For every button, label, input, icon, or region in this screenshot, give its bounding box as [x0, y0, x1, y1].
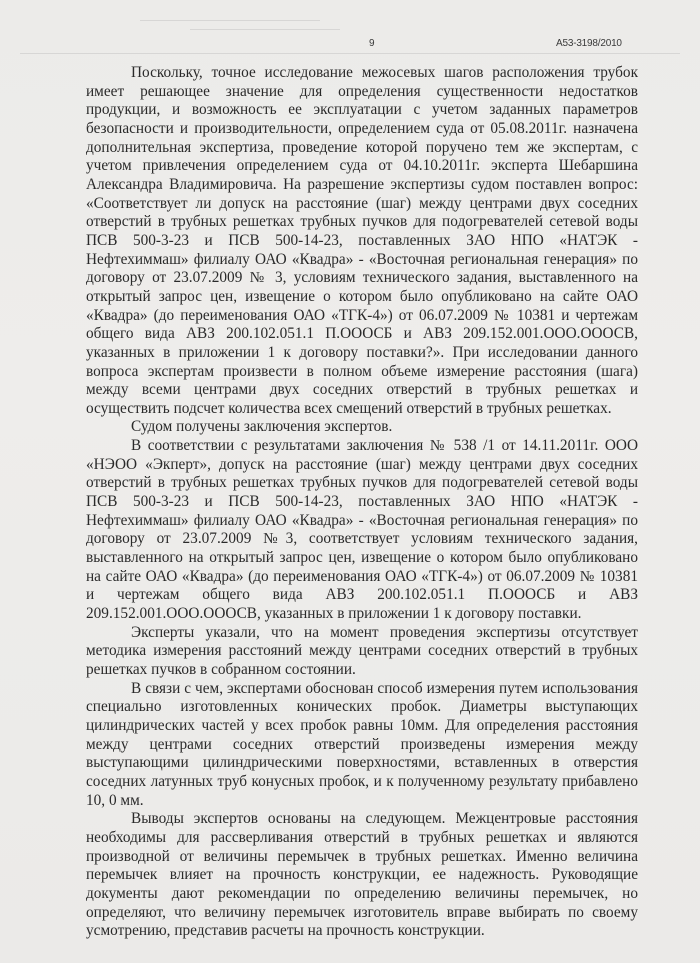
bleed-through-line [190, 29, 340, 30]
bleed-through-line [20, 53, 680, 54]
paragraph-expert-findings: Выводы экспертов основаны на следующем. Межцентровые расстояния необходимы для рассверливания отверстий в трубных решетках и являются производной от величины перемычек в трубных решетках. Именно величина перемычек влияет на прочность конструкции, ее надежность. Руководящие документы дают рекомендации по определению величины перемычек, но определяют, что величину перемычек изготовитель вправе выбирать по своему усмотрению, представив расчеты на прочность конструкции. [86, 810, 638, 940]
page-number: 9 [369, 38, 375, 49]
bleed-through-line [140, 20, 320, 21]
case-number: А53-3198/2010 [556, 38, 622, 49]
paragraph-expertise-question: Поскольку, точное исследование межосевых шагов расположения трубок имеет решающее значение для определения существенности недостатков продукции, и возможность ее эксплуатации с учетом заданных параметров безопасности и производительности, определением суда от 05.08.2011г. назначена дополнительная экспертиза, проведение которой поручено тем же экспертам, с учетом привлечения определением суда от 04.10.2011г. эксперта Шебаршина Александра Владимировича. На разрешение экспертизы судом поставлен вопрос: «Соответствует ли допуск на расстояние (шаг) между центрами двух соседних отверстий в трубных решетках трубных пучков для подогревателей сетевой воды ПСВ 500-3-23 и ПСВ 500-14-23, поставленных ЗАО НПО «НАТЭК - Нефтехиммаш» филиалу ОАО «Квадра» - «Восточная региональная генерация» по договору от 23.07.2009 № 3, условиям технического задания, выставленного на открытый запрос цен, извещение о котором было опубликовано на сайте ОАО «Квадра» (до переименования ОАО «ТГК-4») от 06.07.2009 № 10381 и чертежам общего вида АВЗ 200.102.051.1 П.ОООСБ и АВЗ 209.152.001.ООО.ОООСВ, указанных в приложении 1 к договору поставки?». При исследовании данного вопроса экспертам произвести в полном объеме измерение расстояния (шага) между всеми центрами двух соседних отверстий в трубных решетках и осуществить подсчет количества всех смещений отверстий в трубных решетках. [86, 64, 638, 417]
paragraph-conclusions-received: Судом получены заключения экспертов. [131, 418, 393, 436]
paragraph-no-methodology: Эксперты указали, что на момент проведения экспертизы отсутствует методика измерения расстояний между центрами соседних отверстий в трубных решетках пучков в собранном состоянии. [86, 623, 638, 678]
document-body [86, 64, 638, 941]
paragraph-conclusion-538: В соответствии с результатами заключения № 538 /1 от 14.11.2011г. ООО «НЭОО «Экперт», допуск на расстояние (шаг) между центрами двух соседних отверстий в трубных решетках трубных пучков для подогревателей сетевой воды ПСВ 500-3-23 и ПСВ 500-14-23, поставленных ЗАО НПО «НАТЭК - Нефтехиммаш» филиалу ОАО «Квадра» - «Восточная региональная генерация» по договору от 23.07.2009 №3, соответствует условиям технического задания, выставленного на открытый запрос цен, извещение о котором было опубликовано на сайте ОАО «Квадра» (до переименования ОАО «ТГК-4») от 06.07.2009 № 10381 и чертежам общего вида АВЗ 200.102.051.1 П.ОООСБ и АВЗ 209.152.001.ООО.ОООСВ, указанных в приложении 1 к договору поставки. [86, 437, 638, 623]
paragraph-measurement-method: В связи с чем, экспертами обоснован способ измерения путем использования специально изготовленных конических пробок. Диаметры выступающих цилиндрических частей у всех пробок равны 10мм. Для определения расстояния между центрами соседних отверстий произведены измерения между выступающими цилиндрическими поверхностями, вставленных в отверстия соседних латунных труб конусных пробок, и к полученному результату прибавлено 10, 0 мм. [86, 679, 638, 809]
